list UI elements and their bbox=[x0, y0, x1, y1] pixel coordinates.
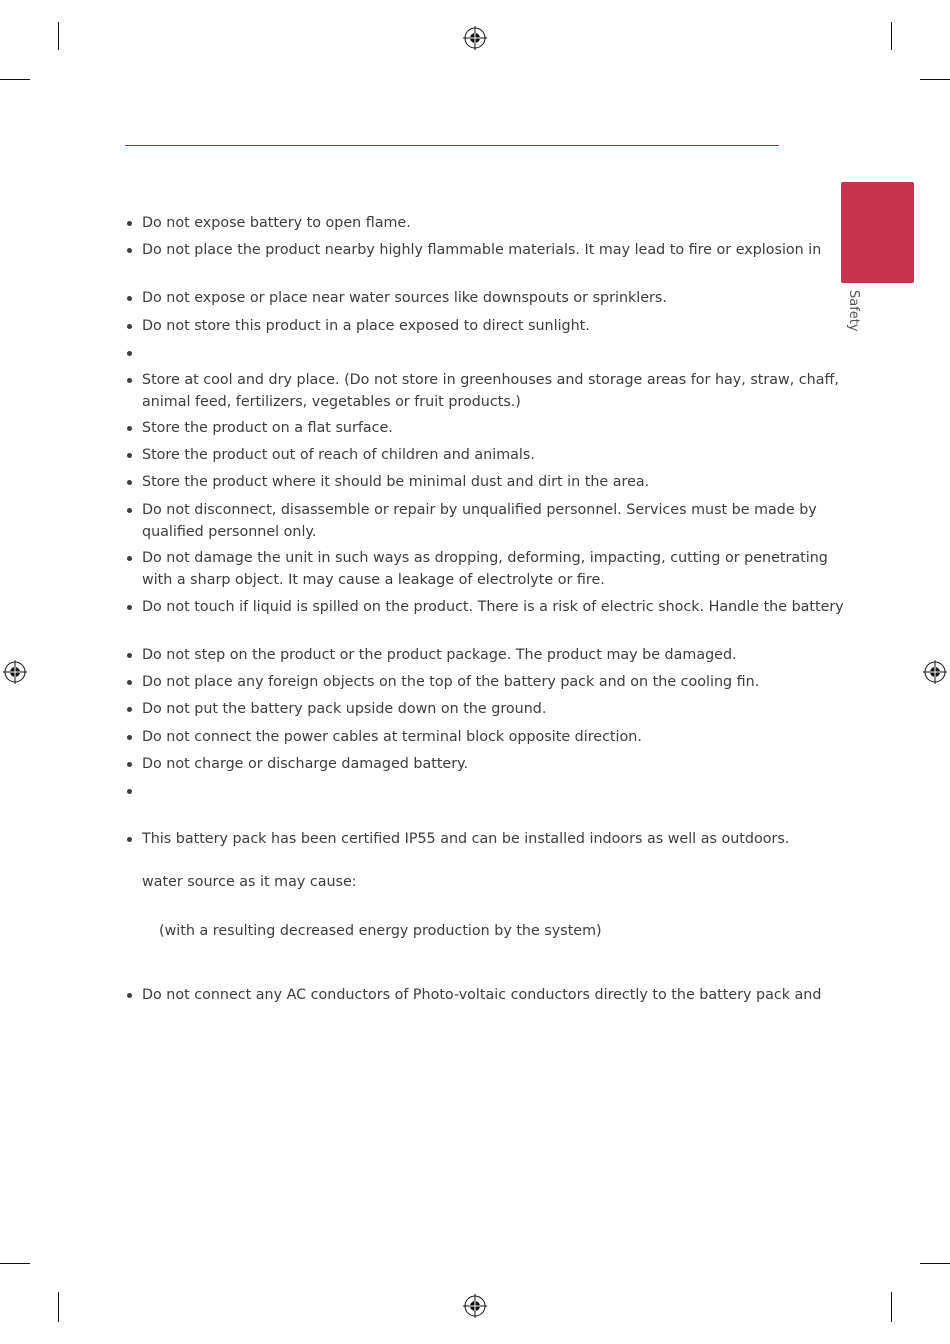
list-item-text: qualified personnel only. bbox=[142, 523, 317, 540]
crop-mark bbox=[891, 22, 892, 50]
registration-mark-icon bbox=[463, 26, 487, 50]
list-item bbox=[126, 500, 817, 543]
list-item-text: Store the product out of reach of children and animals. bbox=[142, 447, 535, 463]
list-item bbox=[126, 597, 844, 619]
bullet-icon bbox=[127, 480, 132, 485]
list-item-text: animal feed, fertilizers, vegetables or fruit products.) bbox=[142, 393, 521, 410]
crop-mark bbox=[58, 1292, 59, 1322]
list-item-text: Store the product on a flat surface. bbox=[142, 420, 393, 436]
bullet-icon bbox=[127, 426, 132, 431]
bullet-icon bbox=[127, 837, 132, 842]
bullet-icon bbox=[127, 605, 132, 610]
list-item bbox=[126, 472, 649, 494]
list-item-text: Do not place the product nearby highly flammable materials. It may lead to fire or explosion in bbox=[142, 242, 822, 258]
bullet-icon bbox=[127, 248, 132, 253]
list-item bbox=[126, 672, 759, 694]
body-text: (with a resulting decreased energy production by the system) bbox=[159, 923, 602, 939]
list-item bbox=[126, 829, 789, 851]
list-item-text: with a sharp object. It may cause a leakage of electrolyte or fire. bbox=[142, 571, 605, 588]
bullet-icon bbox=[127, 707, 132, 712]
list-item-text: Do not expose or place near water sources like downspouts or sprinklers. bbox=[142, 290, 667, 306]
bullet-icon bbox=[127, 508, 132, 513]
list-item bbox=[126, 370, 839, 413]
bullet-icon bbox=[127, 789, 132, 794]
header-rule bbox=[125, 145, 779, 146]
list-item bbox=[126, 288, 667, 310]
body-text: water source as it may cause: bbox=[142, 874, 357, 890]
bullet-icon bbox=[127, 762, 132, 767]
crop-mark bbox=[58, 22, 59, 50]
bullet-icon bbox=[127, 993, 132, 998]
list-item bbox=[126, 240, 821, 262]
registration-mark-icon bbox=[3, 660, 27, 684]
bullet-icon bbox=[127, 221, 132, 226]
bullet-icon bbox=[127, 324, 132, 329]
list-item-text: Do not connect the power cables at terminal block opposite direction. bbox=[142, 729, 642, 745]
list-item bbox=[126, 754, 468, 776]
bullet-icon bbox=[127, 296, 132, 301]
crop-mark bbox=[0, 79, 30, 80]
bullet-icon bbox=[127, 453, 132, 458]
bullet-icon bbox=[127, 680, 132, 685]
crop-mark bbox=[920, 79, 950, 80]
registration-mark-icon bbox=[923, 660, 947, 684]
list-item-text: This battery pack has been certified IP55 and can be installed indoors as well as outdoors. bbox=[142, 831, 790, 847]
list-item bbox=[126, 445, 535, 467]
list-item-text: Do not put the battery pack upside down on the ground. bbox=[142, 701, 547, 717]
list-item-text: Do not damage the unit in such ways as dropping, deforming, impacting, cutting or penetrating bbox=[142, 550, 828, 566]
bullet-icon bbox=[127, 351, 132, 356]
bullet-icon bbox=[127, 735, 132, 740]
list-item-text: Store at cool and dry place. (Do not store in greenhouses and storage areas for hay, straw, chaff, bbox=[142, 372, 839, 388]
list-item bbox=[126, 548, 828, 591]
list-item-text: Do not store this product in a place exposed to direct sunlight. bbox=[142, 318, 590, 334]
list-item bbox=[126, 316, 590, 338]
list-item-text: Do not step on the product or the product package. The product may be damaged. bbox=[142, 647, 737, 663]
crop-mark bbox=[0, 1263, 30, 1264]
section-tab bbox=[841, 182, 914, 283]
list-item bbox=[126, 699, 546, 721]
list-item-text: Do not place any foreign objects on the top of the battery pack and on the cooling fin. bbox=[142, 674, 760, 690]
bullet-icon bbox=[127, 556, 132, 561]
list-item bbox=[126, 985, 821, 1007]
crop-mark bbox=[920, 1263, 950, 1264]
list-item-text: Do not connect any AC conductors of Photo-voltaic conductors directly to the battery pack and bbox=[142, 987, 822, 1003]
list-item-text: Do not expose battery to open flame. bbox=[142, 215, 411, 231]
registration-mark-icon bbox=[463, 1294, 487, 1318]
crop-mark bbox=[891, 1292, 892, 1322]
list-item-text: Do not touch if liquid is spilled on the product. There is a risk of electric shock. Handle the battery bbox=[142, 599, 844, 615]
list-item bbox=[126, 645, 737, 667]
list-item-text: Do not charge or discharge damaged battery. bbox=[142, 756, 469, 772]
list-item bbox=[126, 213, 411, 235]
list-item bbox=[126, 418, 393, 440]
list-item-text: Do not disconnect, disassemble or repair by unqualified personnel. Services must be made by bbox=[142, 502, 817, 518]
bullet-icon bbox=[127, 653, 132, 658]
section-tab-label: Safety bbox=[846, 290, 861, 332]
list-item-text: Store the product where it should be minimal dust and dirt in the area. bbox=[142, 474, 650, 490]
list-item bbox=[126, 727, 642, 749]
bullet-icon bbox=[127, 378, 132, 383]
